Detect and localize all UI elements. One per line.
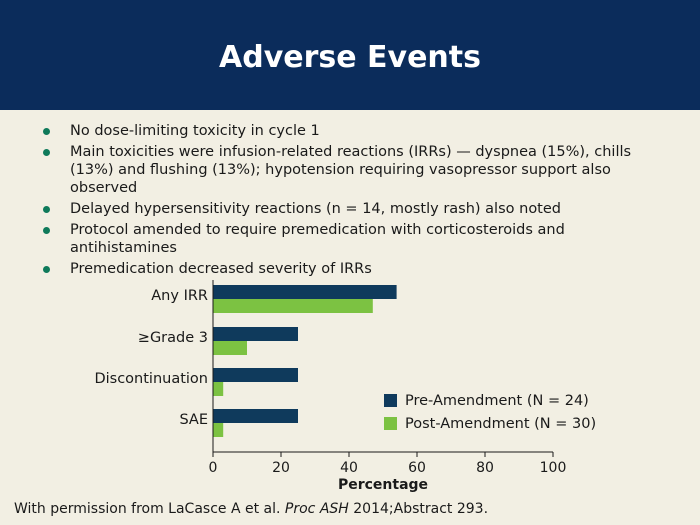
legend-label: Pre-Amendment (N = 24) <box>405 393 589 409</box>
bar-post-amendment <box>213 299 373 313</box>
bullet-dot-icon <box>43 149 50 156</box>
legend-swatch-pre-amendment <box>384 394 397 407</box>
bar-pre-amendment <box>213 409 298 423</box>
x-tick-label: 40 <box>340 460 358 476</box>
bullet-text: Delayed hypersensitivity reactions (n = 14, mostly rash) also noted <box>70 201 561 217</box>
x-tick-label: 80 <box>476 460 494 476</box>
bullet-text: Main toxicities were infusion-related reactions (IRRs) — dyspnea (15%), chills (13%) and flushing (13%); hypotension requiring vasopressor support also observed <box>70 144 632 196</box>
bar-pre-amendment <box>213 368 298 382</box>
bullet-dot-icon <box>43 206 50 213</box>
category-label: Any IRR <box>151 288 208 304</box>
bar-pre-amendment <box>213 285 397 299</box>
bullet-list <box>40 122 670 281</box>
chart-bars <box>213 285 397 437</box>
bar-pre-amendment <box>213 327 298 341</box>
citation-journal: Proc ASH <box>284 501 349 517</box>
bullet-item <box>40 122 670 140</box>
legend-label: Post-Amendment (N = 30) <box>405 416 597 432</box>
slide-header <box>0 0 700 110</box>
bullet-item <box>40 200 670 218</box>
bullet-dot-icon <box>43 266 50 273</box>
bullet-dot-icon <box>43 128 50 135</box>
legend-swatch-post-amendment <box>384 417 397 430</box>
citation-footer <box>14 501 488 517</box>
citation-prefix: With permission from LaCasce A et al. <box>14 501 285 517</box>
x-axis-title: Percentage <box>337 477 429 493</box>
x-tick-label: 0 <box>208 460 218 476</box>
x-axis-ticks <box>209 452 567 476</box>
bullet-dot-icon <box>43 227 50 234</box>
bullet-item <box>40 143 670 197</box>
slide-title: Adverse Events <box>219 39 481 75</box>
category-label: ≥Grade 3 <box>137 330 208 346</box>
x-tick-label: 100 <box>539 460 567 476</box>
adverse-events-bar-chart <box>0 275 700 497</box>
bullet-text: Premedication decreased severity of IRRs <box>70 261 372 277</box>
category-label: Discontinuation <box>94 371 208 387</box>
bar-post-amendment <box>213 423 223 437</box>
bar-post-amendment <box>213 341 247 355</box>
bar-post-amendment <box>213 382 223 396</box>
bullet-item <box>40 221 670 257</box>
x-tick-label: 60 <box>408 460 426 476</box>
bullet-text: No dose-limiting toxicity in cycle 1 <box>70 123 320 139</box>
x-tick-label: 20 <box>272 460 290 476</box>
category-label: SAE <box>179 412 208 428</box>
category-labels <box>94 288 208 428</box>
citation-suffix: 2014;Abstract 293. <box>348 501 489 517</box>
chart-legend <box>384 393 596 432</box>
bullet-text: Protocol amended to require premedication with corticosteroids and antihistamines <box>70 222 565 256</box>
